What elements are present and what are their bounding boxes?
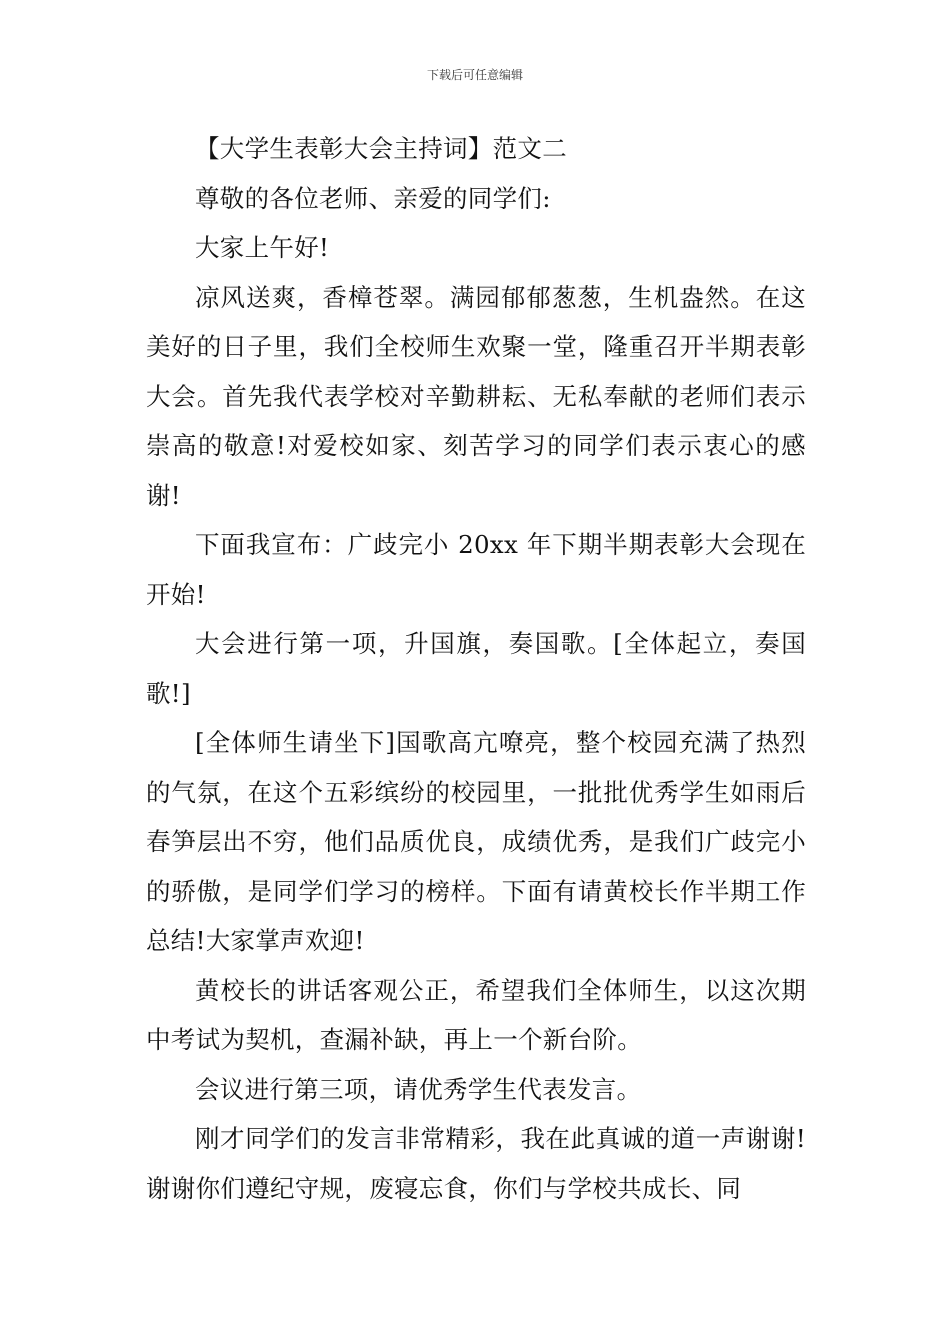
paragraph-anthem: [全体师生请坐下]国歌高亢嘹亮，整个校园充满了热烈的气氛，在这个五彩缤纷的校园里，一批批优秀学生如雨后春笋层出不穷，他们品质优良，成绩优秀，是我们广歧完小的骄傲，是同学们学习的榜样。下面有请黄校长作半期工作总结!大家掌声欢迎! — [146, 728, 806, 955]
salutation: 尊敬的各位老师、亲爱的同学们: — [195, 183, 551, 213]
header-note: 下载后可任意编辑 — [426, 68, 523, 82]
paragraph-principal: 黄校长的讲话客观公正，希望我们全体师生，以这次期中考试为契机，查漏补缺，再上一个新台阶。 — [146, 975, 806, 1054]
paragraph-item-three: 会议进行第三项，请优秀学生代表发言。 — [195, 1074, 642, 1104]
document-body — [146, 124, 806, 1213]
greeting: 大家上午好! — [195, 233, 330, 262]
paragraph-announcement: 下面我宣布：广歧完小 20xx 年下期半期表彰大会现在开始! — [146, 530, 806, 609]
paragraph-item-one: 大会进行第一项，升国旗，奏国歌。[全体起立，奏国歌!] — [146, 629, 806, 708]
document-title: 【大学生表彰大会主持词】范文二 — [195, 134, 567, 163]
paragraph-opening: 凉风送爽，香樟苍翠。满园郁郁葱葱，生机盎然。在这美好的日子里，我们全校师生欢聚一堂，隆重召开半期表彰大会。首先我代表学校对辛勤耕耘、无私奉献的老师们表示崇高的敬意!对爱校如家、刻苦学习的同学们表示衷心的感谢! — [146, 282, 806, 510]
paragraph-thanks: 刚才同学们的发言非常精彩，我在此真诚的道一声谢谢!谢谢你们遵纪守规，废寝忘食，你们与学校共成长、同 — [146, 1124, 806, 1203]
